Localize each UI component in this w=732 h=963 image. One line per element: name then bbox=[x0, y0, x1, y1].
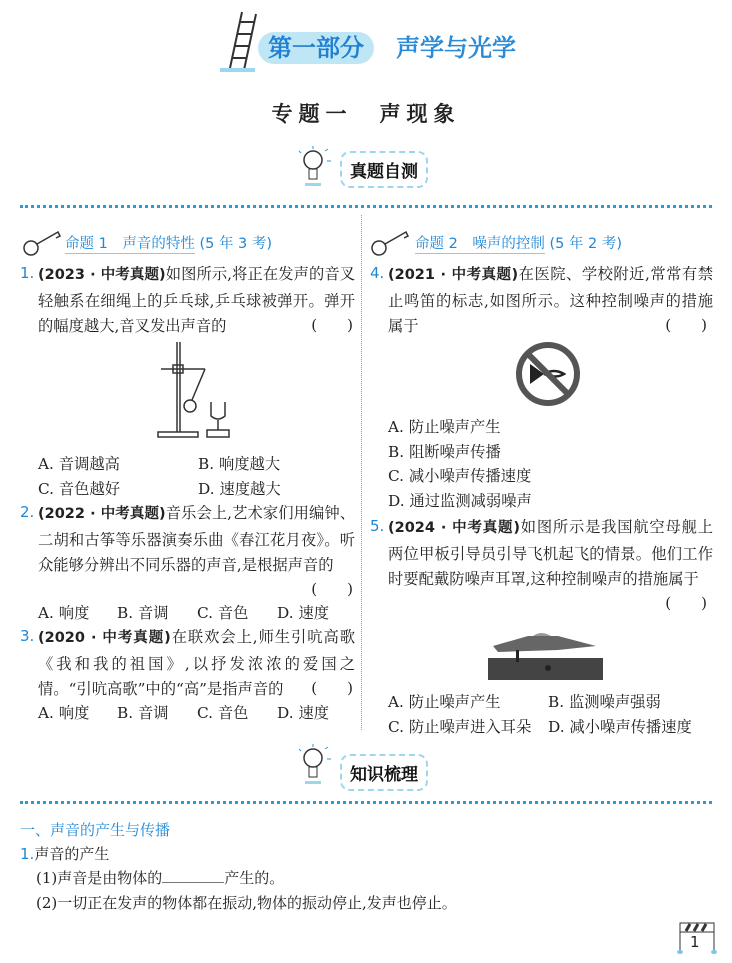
ladder-icon bbox=[210, 8, 260, 73]
question-number: 4. bbox=[370, 264, 385, 282]
divider bbox=[20, 801, 712, 804]
fill-blank[interactable] bbox=[162, 869, 224, 883]
key-icon bbox=[370, 229, 410, 257]
q2-option-d[interactable]: D. 速度 bbox=[277, 604, 330, 622]
question-text: 在医院、学校附近,常常有禁止鸣笛的标志,如图所示。这种控制噪声的措施属于 bbox=[388, 265, 713, 335]
lightbulb-icon bbox=[295, 145, 335, 190]
item-number: 1. bbox=[20, 845, 35, 863]
q3-option-b[interactable]: B. 音调 bbox=[117, 704, 169, 722]
question-number: 2. bbox=[20, 503, 35, 521]
answer-blank: ( ) bbox=[311, 316, 353, 334]
q1-option-c[interactable]: C. 音色越好 bbox=[38, 480, 121, 498]
question-source: (2023 · 中考真题) bbox=[38, 267, 166, 283]
key-icon bbox=[22, 229, 62, 257]
question-1 bbox=[20, 262, 355, 340]
question-source: (2020 · 中考真题) bbox=[38, 630, 171, 646]
q1-option-a[interactable]: A. 音调越高 bbox=[38, 455, 120, 473]
q5-option-a[interactable]: A. 防止噪声产生 bbox=[388, 693, 501, 711]
question-text: 如图所示,将正在发声的音叉轻触系在细绳上的乒乓球,乒乓球被弹开。弹开的幅度越大,音叉发出声音的 bbox=[38, 265, 355, 335]
question-2 bbox=[20, 501, 355, 598]
question-text: 音乐会上,艺术家们用编钟、二胡和古筝等乐器演奏乐曲《春江花月夜》。听众能够分辨出不同乐器的声音,是根据声音的 bbox=[38, 504, 355, 574]
q4-option-b[interactable]: B. 阻断噪声传播 bbox=[388, 443, 501, 461]
question-5 bbox=[370, 515, 713, 612]
item-title: 声音的产生 bbox=[34, 845, 110, 863]
question-3 bbox=[20, 625, 355, 703]
answer-blank: ( ) bbox=[665, 594, 707, 612]
q5-option-d[interactable]: D. 减小噪声传播速度 bbox=[548, 718, 692, 736]
q2-option-a[interactable]: A. 响度 bbox=[38, 604, 90, 622]
q3-option-a[interactable]: A. 响度 bbox=[38, 704, 90, 722]
q4-option-d[interactable]: D. 通过监测减弱噪声 bbox=[388, 492, 532, 510]
aircraft-carrier-photo bbox=[488, 630, 603, 680]
question-number: 3. bbox=[20, 627, 35, 645]
topic-title: 专题一 声现象 bbox=[271, 101, 461, 126]
topic2-count: (5 年 2 考) bbox=[549, 236, 623, 252]
part-subtitle: 声学与光学 bbox=[396, 34, 516, 62]
q2-option-c[interactable]: C. 音色 bbox=[197, 604, 249, 622]
section-title-zhenti: 真题自测 bbox=[340, 151, 428, 188]
topic1-title: 命题 1 声音的特性 bbox=[65, 236, 195, 252]
part-title bbox=[258, 28, 516, 63]
lightbulb-icon bbox=[295, 743, 335, 788]
question-number: 5. bbox=[370, 517, 385, 535]
question-number: 1. bbox=[20, 264, 35, 282]
question-4 bbox=[370, 262, 713, 340]
question-text: 如图所示是我国航空母舰上两位甲板引导员引导飞机起飞的情景。他们工作时要配戴防噪声耳罩,这种控制噪声的措施属于 bbox=[388, 518, 713, 588]
knowledge-item-1 bbox=[20, 843, 109, 864]
q1-option-d[interactable]: D. 速度越大 bbox=[198, 480, 281, 498]
question-text: 在联欢会上,师生引吭高歌《我和我的祖国》,以抒发浓浓的爱国之情。“引吭高歌”中的“高”是指声音的 bbox=[38, 628, 355, 698]
tuning-fork-figure bbox=[155, 340, 235, 445]
q5-option-b[interactable]: B. 监测噪声强弱 bbox=[548, 693, 661, 711]
q4-option-c[interactable]: C. 减小噪声传播速度 bbox=[388, 467, 532, 485]
knowledge-line-1 bbox=[36, 867, 284, 888]
section-title-zhishi: 知识梳理 bbox=[340, 754, 428, 791]
answer-blank: ( ) bbox=[311, 580, 353, 598]
answer-blank: ( ) bbox=[665, 316, 707, 334]
answer-blank: ( ) bbox=[311, 679, 353, 697]
q4-option-a[interactable]: A. 防止噪声产生 bbox=[388, 418, 501, 436]
knowledge-heading: 一、声音的产生与传播 bbox=[20, 821, 171, 839]
question-source: (2022 · 中考真题) bbox=[38, 506, 166, 522]
topic1-heading bbox=[65, 232, 272, 253]
page-number: 1 bbox=[690, 933, 700, 951]
knowledge-line-2: (2)一切正在发声的物体都在振动,物体的振动停止,发声也停止。 bbox=[36, 894, 457, 912]
question-source: (2021 · 中考真题) bbox=[388, 267, 519, 283]
topic1-count: (5 年 3 考) bbox=[199, 236, 273, 252]
q5-option-c[interactable]: C. 防止噪声进入耳朵 bbox=[388, 718, 532, 736]
divider bbox=[20, 205, 712, 208]
q3-option-c[interactable]: C. 音色 bbox=[197, 704, 249, 722]
topic2-title: 命题 2 噪声的控制 bbox=[415, 236, 545, 252]
no-horn-sign bbox=[514, 340, 582, 408]
q1-option-b[interactable]: B. 响度越大 bbox=[198, 455, 281, 473]
q2-option-b[interactable]: B. 音调 bbox=[117, 604, 169, 622]
topic2-heading bbox=[415, 232, 622, 253]
line-text: (1)声音是由物体的 bbox=[36, 869, 163, 887]
line-text: 产生的。 bbox=[224, 869, 285, 887]
part-label: 第一部分 bbox=[258, 32, 374, 64]
column-divider bbox=[361, 215, 362, 730]
question-source: (2024 · 中考真题) bbox=[388, 520, 520, 536]
q3-option-d[interactable]: D. 速度 bbox=[277, 704, 330, 722]
